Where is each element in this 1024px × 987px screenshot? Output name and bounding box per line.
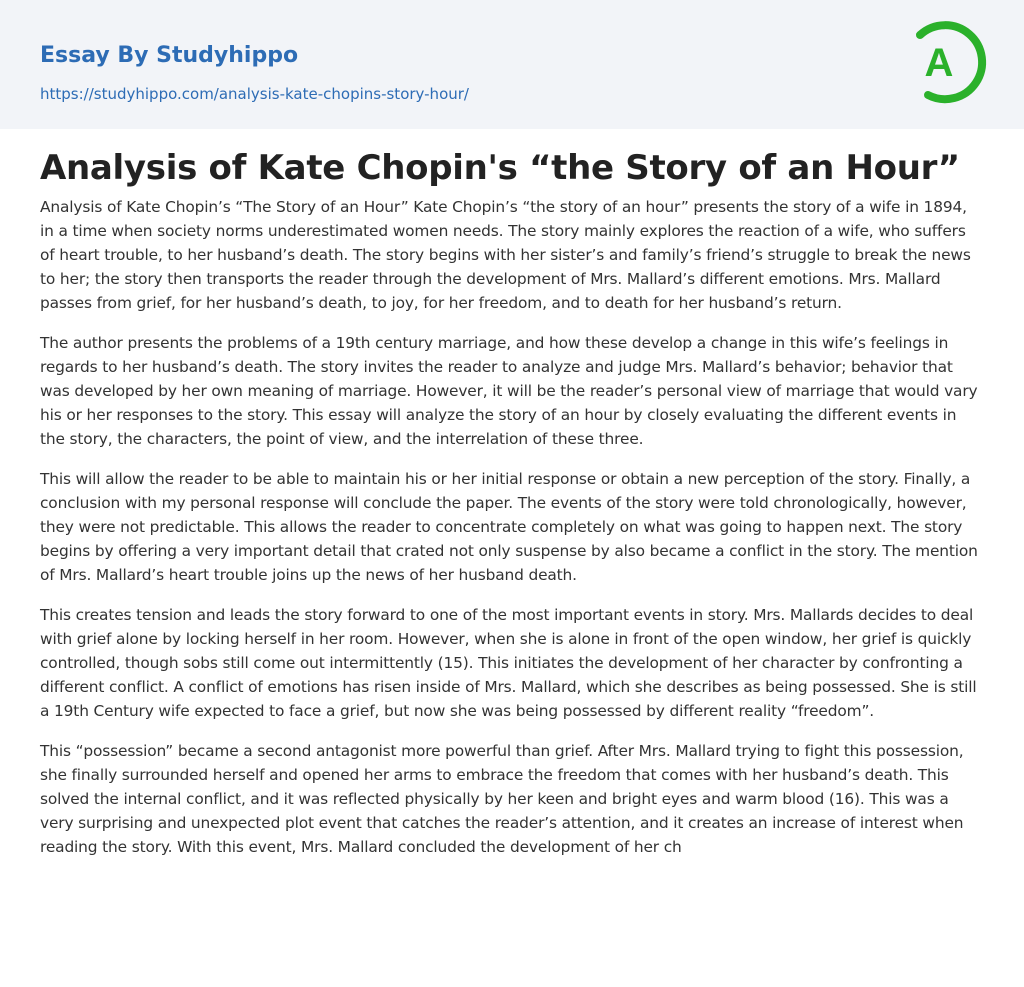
article bbox=[0, 129, 1024, 859]
brand-title[interactable]: Essay By Studyhippo bbox=[40, 43, 299, 68]
logo-letter: A bbox=[924, 41, 954, 85]
article-title: Analysis of Kate Chopin's “the Story of an Hour” bbox=[40, 148, 960, 188]
paragraph: This creates tension and leads the story forward to one of the most important events in story. Mrs. Mallards decides to deal with grief alone by locking herself in her room. However, when she is alone in front of the open window, her grief is quickly controlled, though sobs still come out intermittently (15). This initiates the development of her character by confronting a different conflict. A conflict of emotions has risen inside of Mrs. Mallard, which she describes as being possessed. She is still a 19th Century wife expected to face a grief, but now she was being possessed by different reality “freedom”. bbox=[40, 606, 977, 720]
site-header bbox=[0, 0, 1024, 129]
paragraph: The author presents the problems of a 19th century marriage, and how these develop a change in this wife’s feelings in regards to her husband’s death. The story invites the reader to analyze and judge Mrs. Mallard’s behavior; behavior that was developed by her own meaning of marriage. However, it will be the reader’s personal view of marriage that would vary his or her responses to the story. This essay will analyze the story of an hour by closely evaluating the different events in the story, the characters, the point of view, and the interrelation of these three. bbox=[40, 334, 978, 448]
paragraph: This “possession” became a second antagonist more powerful than grief. After Mrs. Mallard trying to fight this possession, she finally surrounded herself and opened her arms to embrace the freedom that comes with her husband’s death. This solved the internal conflict, and it was reflected physically by her keen and bright eyes and warm blood (16). This was a very surprising and unexpected plot event that catches the reader’s attention, and it creates an increase of interest when reading the story. With this event, Mrs. Mallard concluded the development of her ch bbox=[40, 742, 964, 856]
studyhippo-logo-icon[interactable] bbox=[910, 17, 990, 107]
article-body bbox=[40, 195, 984, 859]
paragraph: This will allow the reader to be able to maintain his or her initial response or obtain a new perception of the story. Finally, a conclusion with my personal response will conclude the paper. The events of the story were told chronologically, however, they were not predictable. This allows the reader to concentrate completely on what was going to happen next. The story begins by offering a very important detail that crated not only suspense by also became a conflict in the story. The mention of Mrs. Mallard’s heart trouble joins up the news of her husband death. bbox=[40, 470, 978, 584]
paragraph: Analysis of Kate Chopin’s “The Story of an Hour” Kate Chopin’s “the story of an hour” presents the story of a wife in 1894, in a time when society norms underestimated women needs. The story mainly explores the reaction of a wife, who suffers of heart trouble, to her husband’s death. The story begins with her sister’s and family’s friend’s struggle to break the news to her; the story then transports the reader through the development of Mrs. Mallard’s different emotions. Mrs. Mallard passes from grief, for her husband’s death, to joy, for her freedom, and to death for her husband’s return. bbox=[40, 198, 971, 312]
source-url-link[interactable]: https://studyhippo.com/analysis-kate-chopins-story-hour/ bbox=[40, 85, 469, 103]
